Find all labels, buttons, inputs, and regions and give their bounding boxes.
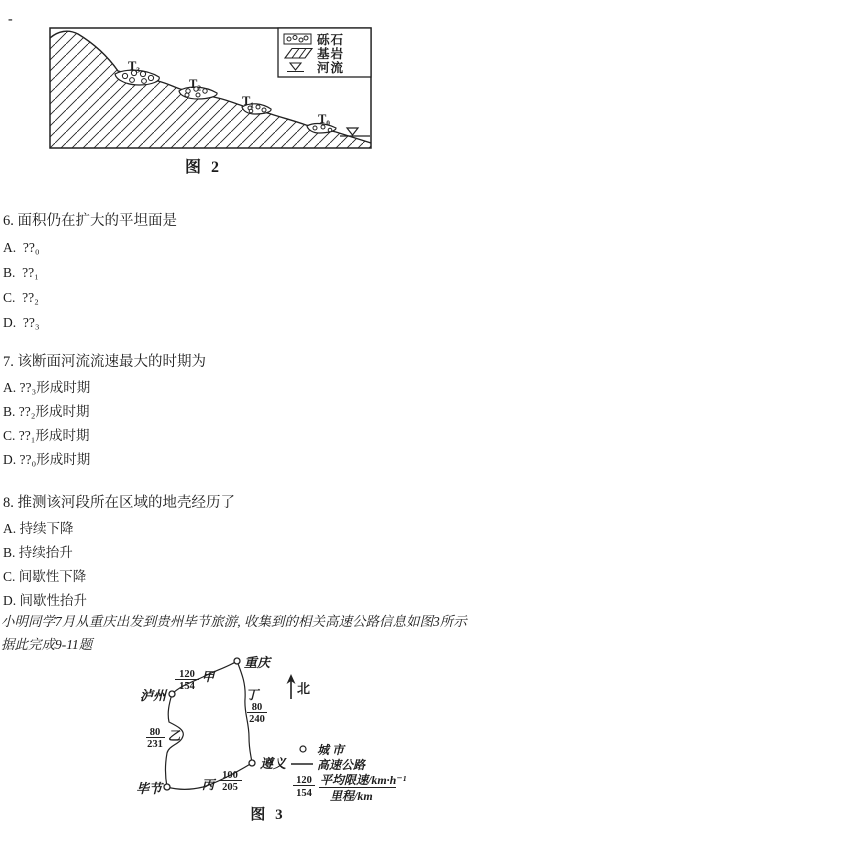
svg-text:154: 154 (296, 788, 312, 799)
figure-3-caption: 图 3 (250, 807, 286, 823)
legend-label-gravel: 砾石 (317, 33, 345, 47)
question-7-option-c: C. ??₁形成时期 (3, 428, 90, 443)
city-label-luzhou: 泸州 (139, 688, 166, 703)
road-label-yi: 乙 (167, 729, 181, 743)
terrace-label-t1: T₁ (241, 94, 255, 108)
question-8-option-a: A. 持续下降 (3, 521, 74, 536)
question-8-option-c: C. 间歇性下降 (3, 569, 87, 584)
north-label: 北 (297, 681, 311, 696)
question-6-option-b: B. ??₁ (3, 265, 39, 280)
legend-fraction-sample (293, 775, 315, 799)
intro-paragraph-line-1: 小明同学7月从重庆出发到贵州毕节旅游, 收集到的相关高速公路信息如图3所示 (1, 614, 467, 629)
svg-text:120: 120 (296, 775, 312, 786)
legend-label-highway: 高速公路 (317, 758, 366, 772)
svg-text:231: 231 (147, 739, 163, 750)
svg-text:100: 100 (222, 770, 238, 781)
figure-3-legend (291, 743, 407, 803)
question-8-option-d: D. 间歇性抬升 (3, 593, 87, 608)
city-label-zunyi: 遵义 (260, 756, 287, 771)
question-8-option-b: B. 持续抬升 (3, 545, 73, 560)
svg-text:80: 80 (149, 727, 161, 738)
question-7-option-d: D. ??₀形成时期 (3, 452, 91, 467)
question-7-option-b: B. ??₂形成时期 (3, 404, 90, 419)
city-marker-luzhou (169, 691, 175, 697)
road-label-jia: 甲 (201, 670, 215, 684)
city-marker-zunyi (249, 760, 255, 766)
figure-3-highway-map (125, 648, 417, 824)
road-label-bing: 丙 (201, 778, 215, 792)
road-ding-speed-distance (247, 702, 267, 725)
gravel-swatch-icon (284, 34, 311, 44)
question-6-stem: 6. 面积仍在扩大的平坦面是 (3, 213, 177, 229)
question-8-stem: 8. 推测该河段所在区域的地壳经历了 (3, 495, 235, 511)
north-arrow-icon (287, 674, 296, 699)
road-label-ding: 丁 (245, 688, 259, 702)
terrace-label-t0: T₀ (317, 112, 331, 126)
svg-text:120: 120 (179, 669, 195, 680)
road-bing-speed-distance (219, 770, 242, 793)
legend-label-bedrock: 基岩 (317, 47, 345, 61)
legend-label-river: 河流 (317, 61, 345, 75)
legend-label-city: 城 市 (317, 743, 345, 757)
svg-text:205: 205 (222, 782, 238, 793)
stray-scan-mark: - (8, 12, 13, 27)
terrace-label-t3: T₃ (127, 59, 141, 73)
city-marker-bijie (164, 784, 170, 790)
city-label-bijie: 毕节 (135, 781, 162, 796)
svg-text:80: 80 (251, 702, 263, 713)
legend-label-avg-speed: 平均限速/km·h⁻¹ (320, 773, 407, 787)
city-label-chongqing: 重庆 (244, 655, 271, 670)
road-yi-speed-distance (146, 727, 165, 750)
city-marker-chongqing (234, 658, 240, 664)
figure-2-caption: 图 2 (185, 159, 223, 176)
svg-text:240: 240 (249, 714, 265, 725)
question-6-option-d: D. ??₃ (3, 315, 40, 330)
question-7-option-a: A. ??₃形成时期 (3, 380, 91, 395)
intro-paragraph-line-2: 据此完成9-11题 (1, 637, 93, 652)
terrace-label-t2: T₂ (188, 77, 202, 91)
question-7-stem: 7. 该断面河流流速最大的时期为 (3, 354, 206, 370)
svg-text:154: 154 (179, 681, 195, 692)
question-6-option-a: A. ??₀ (3, 240, 40, 255)
figure-2-terrace-diagram (48, 24, 376, 152)
figure-2-legend (278, 28, 371, 77)
question-6-option-c: C. ??₂ (3, 290, 39, 305)
legend-city-icon (300, 746, 306, 752)
legend-label-distance: 里程/km (330, 789, 373, 803)
